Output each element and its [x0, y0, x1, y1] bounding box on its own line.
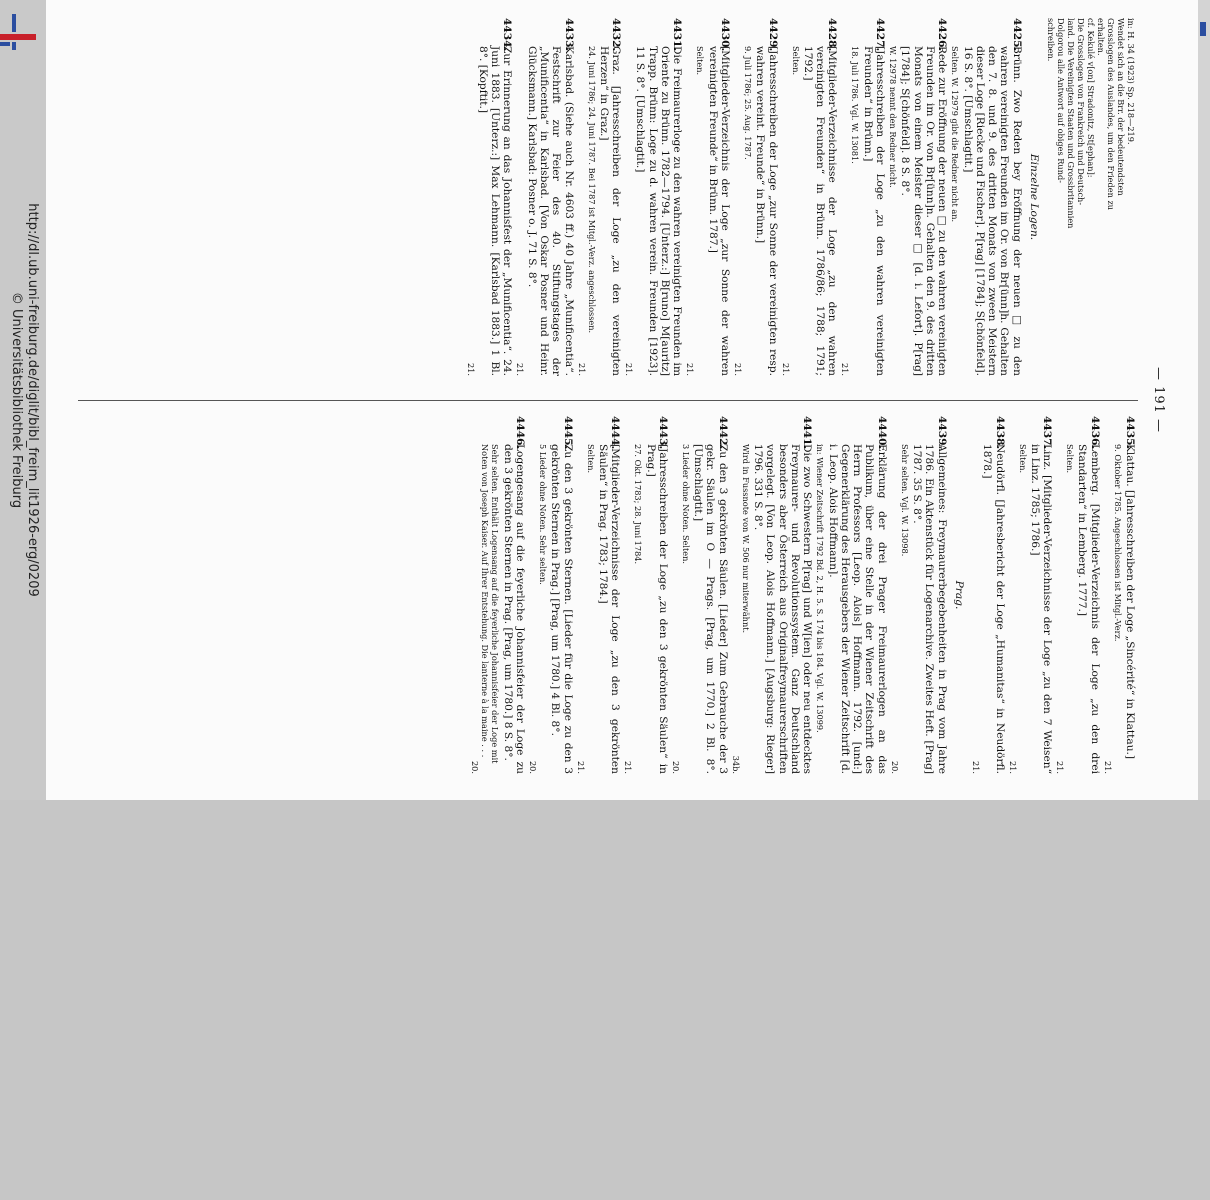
entry-note: 9. Juli 1786; 25. Aug. 1787.: [742, 46, 753, 160]
bibliography-entry: [515, 18, 574, 376]
entry-note: Selten.: [585, 444, 596, 474]
entry-text: [Jahresschreiben der Loge „zu den wahren vereinigten Freunden“ in Brünn.]: [861, 46, 887, 376]
intro-line: Die Grosslogen von Frankreich und Deutsch-: [1076, 18, 1086, 206]
entry-shelf-number: 20.: [889, 760, 900, 774]
entry-note: 24. Juni 1786; 24. Juni 1787. Bei 1787 ist Mitgl.-Verz. angeschlossen.: [586, 46, 597, 334]
bibliography-entry: [576, 416, 622, 774]
column-right: [469, 416, 1137, 774]
bibliography-entry: [950, 18, 1022, 376]
bibliography-entry: [577, 18, 623, 376]
entry-shelf-number: 21.: [1102, 760, 1113, 774]
intro-line: schreiben.: [1046, 18, 1056, 62]
entry-number: 4434.: [501, 18, 514, 52]
intro-line: cf. Kekulé v[on] Stradonitz, St[ephan]:: [1086, 18, 1096, 178]
entry-text: [Jahresschreiben der Loge „zur Sonne der vereinigten resp. wahren vereint. Freunde“ in Brünn.]: [754, 46, 779, 376]
entry-note: 18. Juli 1786. Vgl. W. 13081.: [850, 46, 861, 164]
entry-number: 4427.: [874, 18, 887, 52]
entry-text: Brünn. Zwo Reden bey Eröffnung der neuen □ zu den wahren vereinigten Freunden im Or. von Br[ünn]h. Gehalten den 7. 8. und 9. des dritten Monats von zween Meistern dieser Loge [Riecke und Fischer]. P[rag] [1784]; S[chönfeld]. 16 S. 8°. [Umschlagtit.]: [961, 46, 1023, 376]
watermark-url: http://dl.ub.uni-freiburg.de/diglit/bibl_freim_lit1926-erg/0209: [25, 203, 40, 597]
entry-number: 4444.: [609, 416, 622, 450]
flag-red-bar: [0, 34, 36, 40]
entry-text: Erklärung der drei Prager Freimaurerlogen an das Publikum, über eine Stelle in der Wiener Zeitschrift des Herrn Professors [Leop. Alois] Hoffmann. 1792. [und:] Gegenerklärung des Herausgebers der Wiener Zeitschrift [d. i. Leop. Alois Hoffmann].: [826, 444, 888, 774]
entry-shelf-number: 21.: [466, 362, 477, 376]
entry-note: Selten.: [695, 46, 706, 76]
entry-number: 4441.: [801, 416, 814, 450]
entry-shelf-number: 34b.: [730, 755, 741, 774]
intro-line: erhalten.: [1096, 18, 1106, 56]
entry-number: 4436.: [1088, 416, 1101, 450]
entry-text: Zu den 3 gekrönten Sternen. [Lieder für die Loge zu den 3 gekrönten Sternen in Prag.] [Prag, um 1780.] 4 Bl. 8°.: [549, 444, 574, 774]
entry-text: Neudörfl. [Jahresbericht der Loge „Humanitas“ in Neudörfl. 1878.]: [981, 444, 1006, 774]
entry-text: [Jahresschreiben der Loge „zu den 3 gekrönten Säulen“ in Prag.]: [644, 444, 669, 774]
entry-note: 9. Oktober 1785. Angeschlossen ist Mitgl.-Verz.: [1112, 444, 1123, 642]
entry-note: in: Wiener Zeitschrift 1792 Bd. 2, H. 5. S. 174 bis 184. Vgl. W. 13099.: [815, 444, 826, 733]
entry-list-right-bottom: [471, 416, 948, 774]
entry-note: Sehr selten. Enthält Logensang auf die feyerliche Johannisfeier der Loge mit Noten von Joseph Kaiser. Auf Ihrer Entstehung. Die lanterne à la maine . . .: [480, 444, 501, 764]
intro-line: Grosslogen des Auslandes, um den Frieden zu: [1106, 18, 1116, 211]
entry-number: 4440.: [875, 416, 888, 450]
entry-shelf-number: 21.: [970, 760, 981, 774]
bibliography-entry: [1055, 416, 1101, 774]
flag-blue-bar-bottom: [12, 42, 16, 50]
entry-number: 4431.: [671, 18, 684, 52]
entry-text: Die Freimaurerloge zu den wahren vereinigten Freunden im Oriente zu Brünn. 1782—1794. [Unterz.:] B[runo] M[auritz] Trapp. Brünn: Loge zu d. wahren verein. Freunden [1923]. 11 S. 8°. [Umschlagtit.]: [634, 46, 684, 376]
entry-text: Allgemeines: Freymaurerbegebenheiten in Prag vom Jahre 1786. Ein Aktenstück für Logenarchive. Zweites Heft. [Prag] 1787. 35 S. 8°.: [911, 444, 948, 774]
column-left: [465, 18, 1137, 376]
entry-shelf-number: 21.: [685, 362, 696, 376]
entry-list-right-top: [971, 416, 1136, 774]
entry-shelf-number: 21.: [780, 362, 791, 376]
watermark: [6, 203, 42, 1200]
bibliography-entry: [971, 416, 1006, 774]
flag-blue-bar-left: [0, 42, 10, 46]
entry-note: W. 12978 nennt den Redner nicht.: [888, 46, 899, 188]
entry-shelf-number: 21.: [732, 362, 743, 376]
entry-text: Linz. [Mitglieder-Verzeichnisse der Loge „zu den 7 Weisen“ in Linz. 1785; 1786.]: [1028, 444, 1054, 774]
entry-number: 4443.: [656, 416, 669, 450]
entry-text: Karlsbad. (Siehe auch Nr. 4603 ff.) 40 Jahre „Munificentia“. Festschrift zur Feier des 40. Stiftungstages der „Munificentia“ in Karlsbad. [Von Oskar Posner und Heinr. Glücksmann.] Karlsbad: Posner o. J. 71 S. 8°.: [525, 46, 575, 376]
bibliography-entry: [685, 18, 731, 376]
entry-note: 3 Lieder ohne Noten. Selten.: [680, 444, 691, 565]
entry-shelf-number: 21.: [624, 362, 635, 376]
entry-shelf-number: 20.: [670, 760, 681, 774]
bibliography-entry: [815, 416, 887, 774]
bibliography-entry: [1008, 416, 1054, 774]
flag-blue-bar-top: [12, 14, 16, 32]
bibliography-entry: [733, 18, 779, 376]
watermark-copyright: © Universitätsbibliothek Freiburg: [9, 291, 24, 509]
bibliography-entry: [781, 18, 839, 376]
entry-number: 4433.: [562, 18, 575, 52]
entry-number: 4426.: [936, 18, 949, 52]
entry-shelf-number: 21.: [1055, 760, 1066, 774]
page-number: — 191 —: [1151, 366, 1166, 434]
entry-number: 4442.: [716, 416, 729, 450]
section-heading: Einzelne Logen.: [1028, 153, 1040, 241]
entry-note: Sehr selten. Vgl. W. 13098.: [899, 444, 910, 557]
intro-line: in: H. 34 (1923) Sp. 218—219.: [1126, 18, 1136, 145]
bibliography-entry: [623, 416, 669, 774]
entry-note: Selten.: [790, 46, 801, 76]
entry-text: Klattau. [Jahresschreiben der Loge „Sincérité“ in Klattau.]: [1124, 444, 1136, 760]
flag-icon: [1200, 22, 1210, 38]
entry-text: Die zwo Schwestern P[rag] und W[ien] oder neu entdecktes Freymaurer- und Revolutionssystem. Ganz Deutschland besonders aber Österreich aus Originalfreymaurerschriften vorgelegt. [Von Leop. Alois Hoffmann.] [Augsburg: Rieger] 1796. 331 S. 8°.: [752, 444, 814, 774]
entry-number: 4430.: [718, 18, 731, 52]
entry-list-left: [467, 18, 1023, 376]
entry-text: Lemberg. [Mitglieder-Verzeichnis der Loge „zu den drei Standarten“ in Lemberg. 1777.]: [1076, 444, 1101, 774]
entry-note: Wird in Fussnote von W. 506 nur miterwähnt.: [740, 444, 751, 634]
entry-number: 4437.: [1041, 416, 1054, 450]
entry-note: Selten.: [1065, 444, 1076, 474]
entry-text: Graz. [Jahresschreiben der Loge „zu den vereinigten Herzen“ in Graz.]: [597, 46, 623, 376]
bibliography-entry: [467, 18, 514, 376]
entry-text: Logengesang auf die feyerliche Johannisfeier der Loge zu den 3 gekrönten Sternen in Prag. [Prag, um 1780.] 8 S. 8°.: [501, 444, 527, 774]
bibliography-entry: [471, 416, 527, 774]
intro-block: [1046, 18, 1136, 376]
intro-line: land. Die Vereinigten Staaten und Grossbritannien: [1066, 18, 1076, 229]
entry-note: Selten.: [1017, 444, 1028, 474]
entry-note: 5 Lieder ohne Noten. Sehr selten.: [538, 444, 549, 585]
entry-number: 4428.: [826, 18, 839, 52]
entry-shelf-number: 21.: [575, 760, 586, 774]
entry-number: 4438.: [993, 416, 1006, 450]
entry-shelf-number: 21.: [576, 362, 587, 376]
bibliography-entry: [840, 18, 886, 376]
entry-number: 4429.: [766, 18, 779, 52]
viewer-right-margin: [1198, 0, 1210, 800]
entry-number: 4425.: [1010, 18, 1023, 52]
entry-shelf-number: 20.: [528, 760, 539, 774]
bibliography-entry: [731, 416, 813, 774]
entry-shelf-number: 21.: [840, 362, 851, 376]
entry-number: 4446.: [514, 416, 527, 450]
entry-text: Zu den 3 gekrönten Säulen. [Lieder] Zum Gebrauche der 3 gekr. Säulen im O — Prags. [Prag, um 1770.] 2 Bl. 8°. [Umschlagtit.]: [692, 444, 729, 774]
entry-shelf-number: 20.: [470, 760, 481, 774]
entry-note: 27. Okt. 1783; 28. Juni 1784.: [633, 444, 644, 565]
page-content: [46, 10, 1198, 790]
entry-number: 4439.: [935, 416, 948, 450]
entry-number: 4435.: [1124, 416, 1136, 450]
intro-line: Dolgorou alle Antwort auf obiges Rund-: [1056, 18, 1066, 183]
column-divider: [78, 400, 1138, 401]
entry-number: 4445.: [561, 416, 574, 450]
flag-icon: [0, 14, 40, 50]
entry-text: Zur Erinnerung an das Johannisfest der „Munificentia“. 24. Juni 1883. [Unterz.:] Max Lehmann. [Karlsbad 1883.] 1 Bl. 8°. [Kopftit.]: [476, 46, 514, 376]
flag-blue-bar-right: [1200, 22, 1206, 36]
bibliography-entry: [671, 416, 729, 774]
bibliography-entry: [624, 18, 683, 376]
entry-number: 4432.: [610, 18, 623, 52]
bibliography-entry: [1103, 416, 1136, 774]
entry-text: [Mitglieder-Verzeichnisse der Loge „zu den wahren vereinigten Freunden“ in Brünn. 1786/86; 1788; 1791; 1792.]: [801, 46, 839, 376]
entry-text: [Mitglieder-Verzeichnisse der Loge „zu den 3 gekrönten Säulen“ in Prag. 1783; 1784.]: [596, 444, 622, 774]
section-heading-prag: Prag.: [952, 580, 965, 610]
entry-shelf-number: 21.: [1007, 760, 1018, 774]
entry-note: Selten. W. 12979 gibt die Redner nicht an.: [950, 46, 961, 223]
viewer-left-margin: [0, 0, 46, 800]
document-page: [46, 0, 1198, 800]
bibliography-entry: [890, 416, 948, 774]
entry-text: Rede zur Eröffnung der neuen □ zu den wahren vereinigten Freunden im Or. von Br[ünn]n. Gehalten den 9. des dritten Monats von einem Meister dieser □ [d. i. Lefort]. P[rag] [1784]; S[chönfeld]. 8 S. 8°.: [899, 46, 949, 376]
bibliography-entry: [528, 416, 574, 774]
entry-shelf-number: 21.: [515, 362, 526, 376]
entry-text: [Mitglieder-Verzeichnis der Loge „zur Sonne der wahren vereinigten Freunde“ in Brünn. 1787.]: [706, 46, 731, 376]
intro-line: Wendet sich an die Brr. der bedeutendsten: [1116, 18, 1126, 196]
bibliography-entry: [888, 18, 948, 376]
entry-shelf-number: 21.: [623, 760, 634, 774]
